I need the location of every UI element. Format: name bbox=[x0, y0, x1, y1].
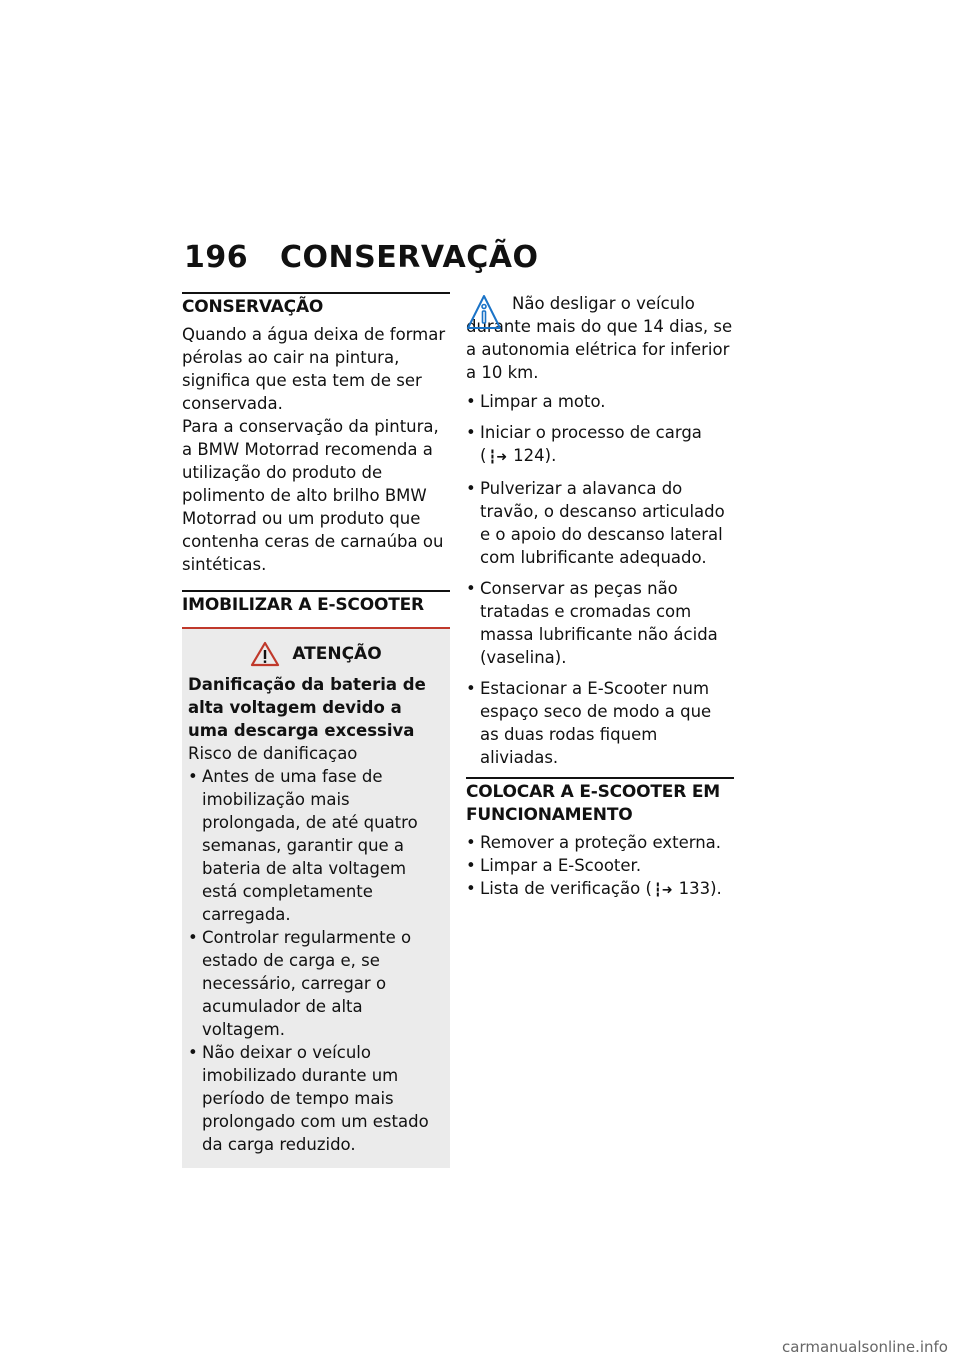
warning-headline: Danificação da bateria de alta voltagem devido a uma descarga excessiva bbox=[188, 675, 426, 740]
list-item: • Remover a proteção externa. bbox=[466, 831, 734, 854]
section-heading-colocar: COLOCAR A E-SCOOTER EM FUNCIONAMENTO bbox=[466, 782, 720, 825]
colocar-list bbox=[466, 831, 734, 902]
section-rule bbox=[182, 292, 450, 294]
warning-box bbox=[182, 627, 450, 1168]
warning-list bbox=[188, 765, 444, 1156]
page-ref[interactable]: 124). bbox=[513, 446, 557, 465]
warning-triangle-icon bbox=[250, 641, 280, 667]
warning-label: ATENÇÃO bbox=[292, 644, 382, 664]
watermark: carmanualsonline.info bbox=[782, 1338, 948, 1356]
item-text: Lista de verificação ( bbox=[480, 879, 652, 898]
paragraph: Quando a água deixa de formar pérolas ao cair na pintura, significa que esta tem de ser conservada. bbox=[182, 325, 446, 413]
right-column bbox=[466, 292, 734, 902]
section-rule bbox=[182, 590, 450, 592]
list-item: • Limpar a E-Scooter. bbox=[466, 854, 734, 877]
list-item: • Pulverizar a alavanca do travão, o descanso articulado e o apoio do descanso lateral com lubrificante adequado. bbox=[466, 477, 734, 569]
page-number: 196 bbox=[184, 240, 249, 275]
section-heading-conservacao: CONSERVAÇÃO bbox=[182, 297, 324, 317]
list-item: • Conservar as peças não tratadas e cromadas com massa lubrificante não ácida (vaselina). bbox=[466, 577, 734, 669]
page-ref-arrow-icon: ┇➜ bbox=[488, 450, 508, 465]
step-text: Iniciar o processo de carga bbox=[480, 423, 702, 442]
info-note bbox=[466, 292, 734, 384]
note-text: Não desligar o veículo durante mais do que 14 dias, se a autonomia elétrica for inferior a 10 km. bbox=[466, 294, 733, 382]
list-item: • Não deixar o veículo imobilizado durante um período de tempo mais prolongado com um estado da carga reduzido. bbox=[188, 1041, 444, 1156]
page-header bbox=[184, 240, 538, 275]
warning-risk: Risco de danificaçao bbox=[188, 744, 358, 763]
list-item: • Iniciar o processo de carga ( ┇➜ 124). bbox=[466, 421, 734, 469]
page-title: CONSERVAÇÃO bbox=[280, 240, 539, 275]
warning-header bbox=[188, 641, 444, 667]
list-item: • Estacionar a E-Scooter num espaço seco de modo a que as duas rodas fiquem aliviadas. bbox=[466, 677, 734, 769]
steps-list bbox=[466, 390, 734, 769]
left-column bbox=[182, 292, 450, 1168]
list-item: • Limpar a moto. bbox=[466, 390, 734, 413]
page-ref[interactable]: 133). bbox=[678, 879, 722, 898]
list-item: • Controlar regularmente o estado de carga e, se necessário, carregar o acumulador de alta voltagem. bbox=[188, 926, 444, 1041]
section-rule bbox=[466, 777, 734, 779]
list-item bbox=[466, 877, 734, 902]
section-heading-imobilizar: IMOBILIZAR A E-SCOOTER bbox=[182, 595, 424, 615]
paragraph: Para a conservação da pintura, a BMW Motorrad recomenda a utilização do produto de polimento de alto brilho BMW Motorrad ou um produto que contenha ceras de carnaúba ou sintéticas. bbox=[182, 417, 444, 574]
list-item: • Antes de uma fase de imobilização mais prolongada, de até quatro semanas, garantir que a bateria de alta voltagem está completamente carregada. bbox=[188, 765, 444, 926]
info-icon bbox=[466, 294, 502, 332]
page-ref-arrow-icon: ┇➜ bbox=[653, 883, 673, 898]
